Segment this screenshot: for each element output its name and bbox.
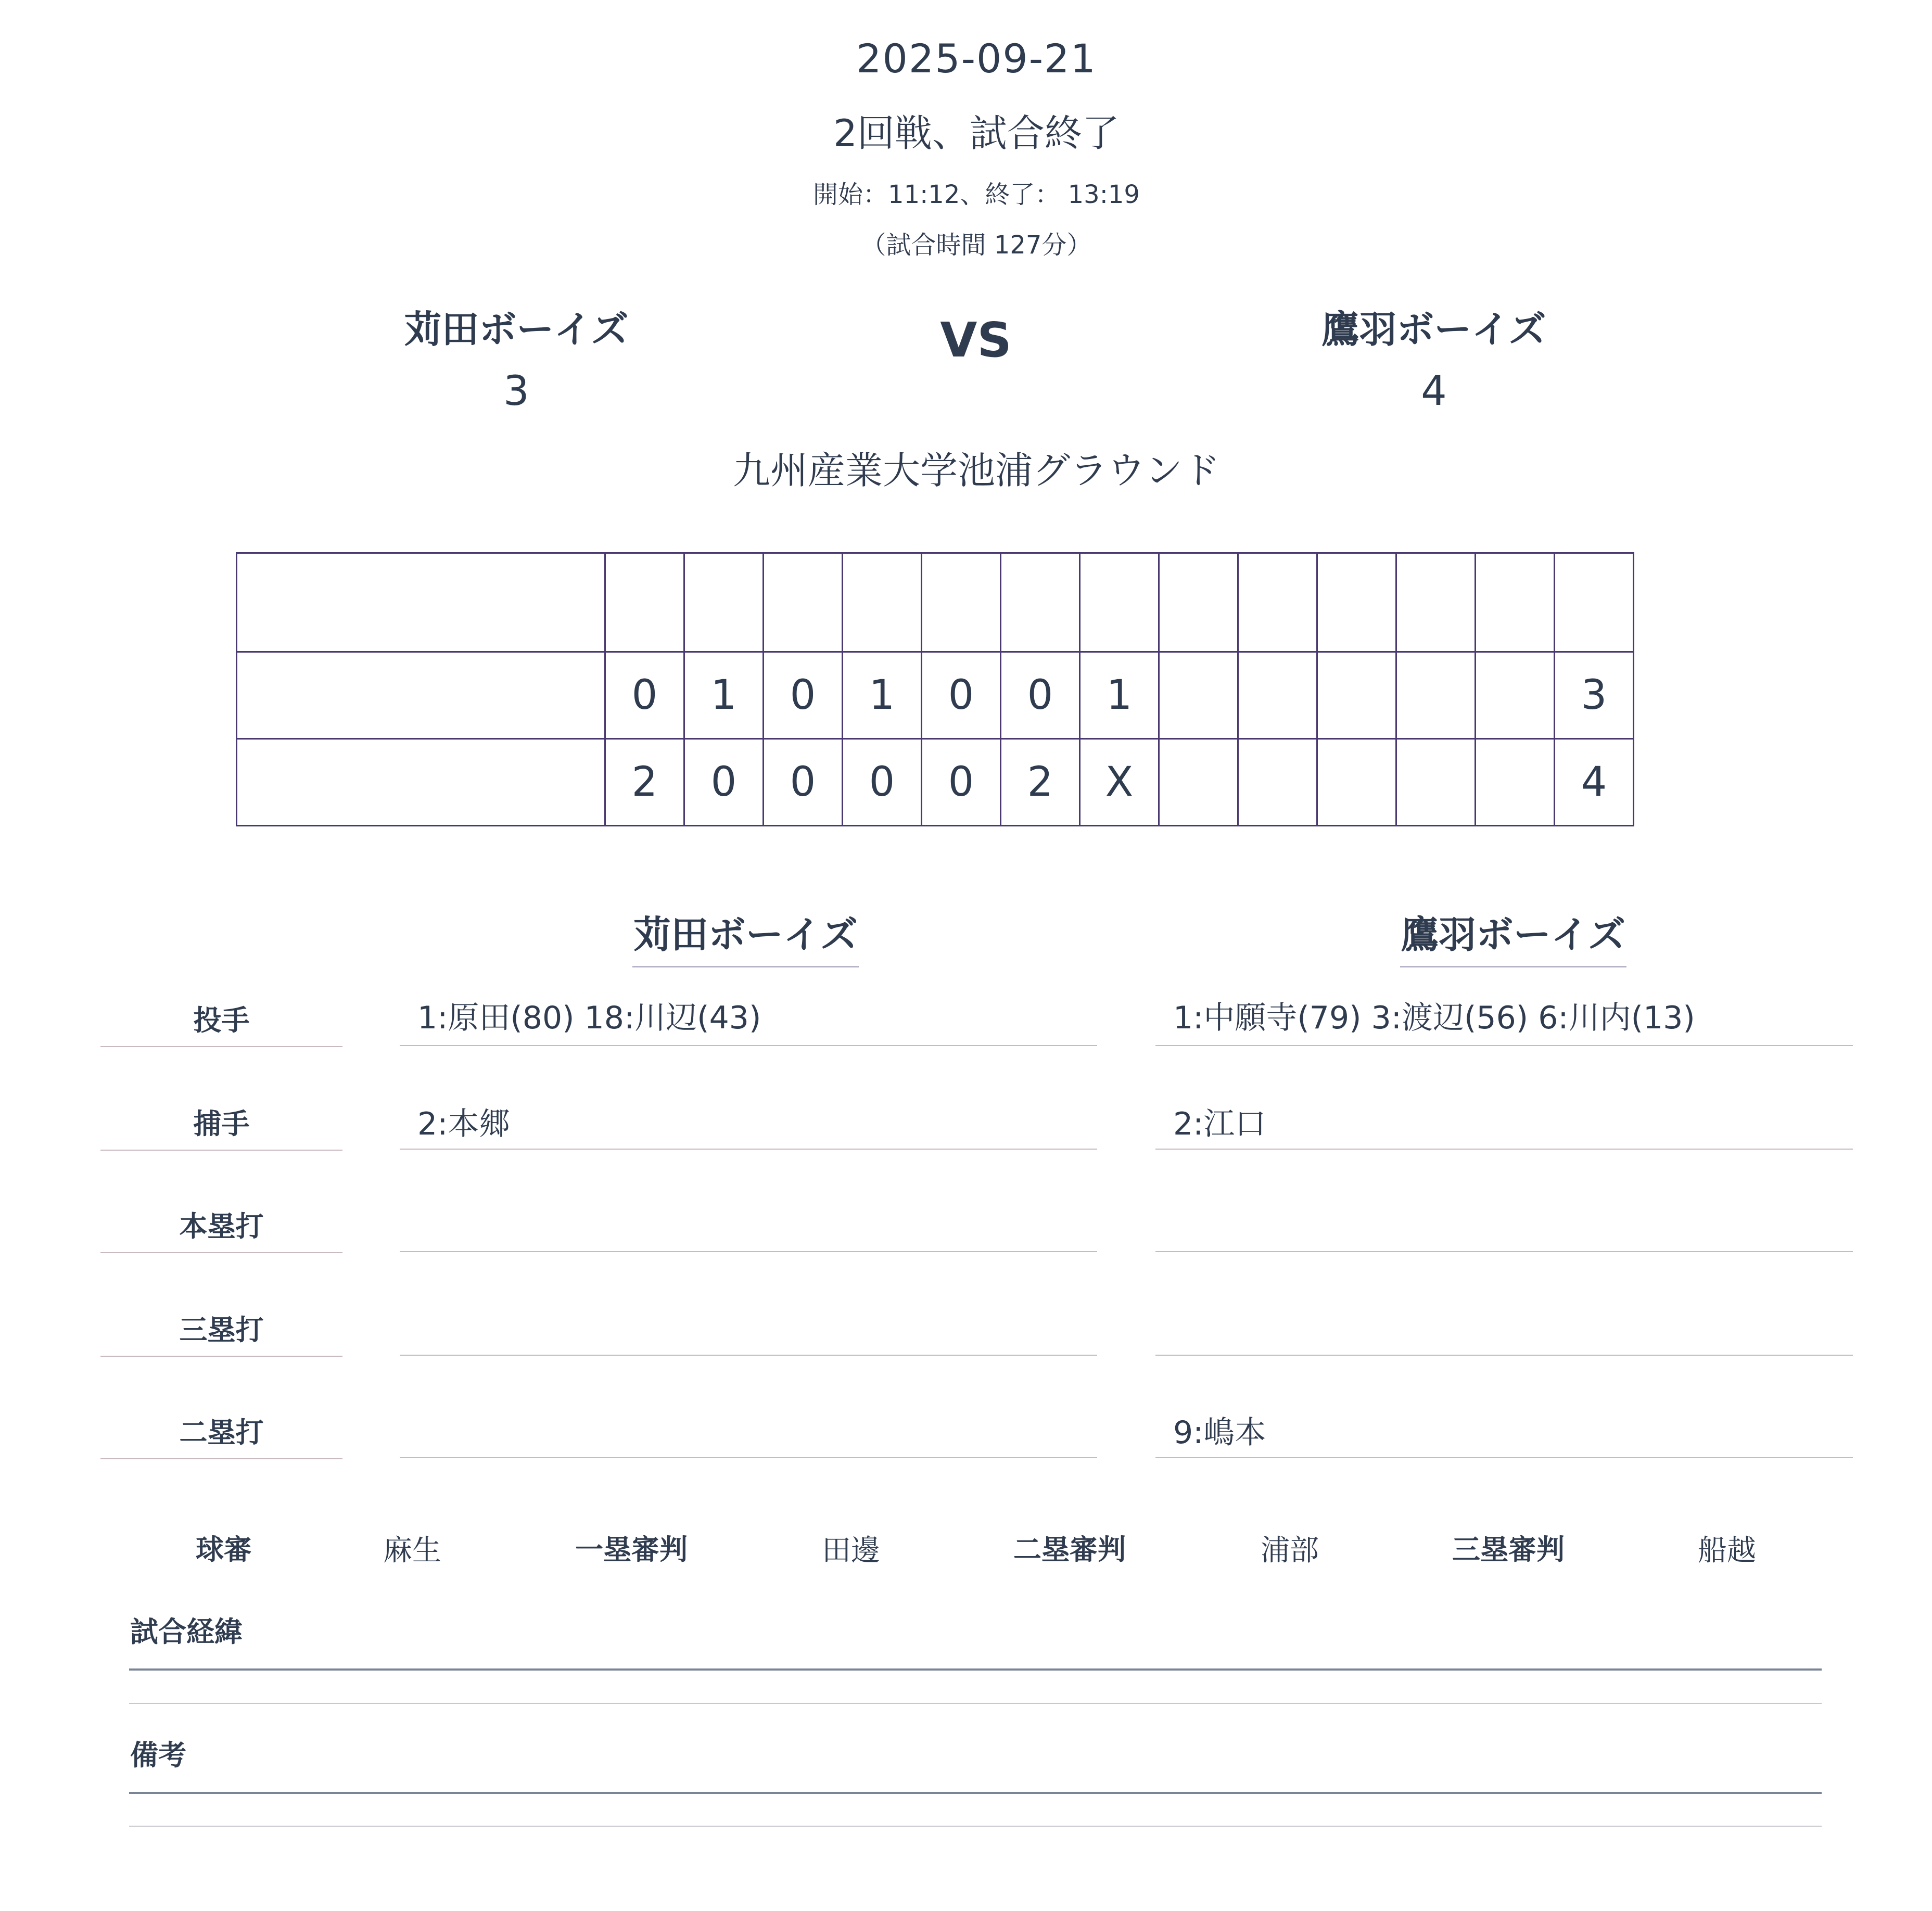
away-inning-2: 1 xyxy=(684,652,764,739)
home-inning-4: 0 xyxy=(843,739,922,826)
stat-home-pitchers: 1:中願寺(79) 3:渡辺(56) 6:川内(13) xyxy=(1155,993,1853,1046)
home-inning-9 xyxy=(1238,739,1317,826)
away-inning-4: 1 xyxy=(843,652,922,739)
first-base-umpire-label: 一塁審判 xyxy=(575,1533,688,1566)
home-inning-2: 0 xyxy=(684,739,764,826)
remarks-divider xyxy=(129,1826,1822,1827)
stat-label-triples: 三塁打 xyxy=(100,1308,342,1357)
away-line-name xyxy=(237,652,605,739)
line-score-table xyxy=(236,552,1634,826)
home-inning-8 xyxy=(1159,739,1238,826)
home-inning-5: 0 xyxy=(922,739,1001,826)
away-inning-11 xyxy=(1396,652,1476,739)
home-inning-3: 0 xyxy=(764,739,843,826)
stat-label-pitchers: 投手 xyxy=(100,998,342,1047)
away-inning-6: 0 xyxy=(1001,652,1080,739)
round-status: 2回戦、試合終了 xyxy=(833,111,1120,155)
header-inning-2 xyxy=(684,553,764,652)
home-inning-7: X xyxy=(1080,739,1159,826)
away-inning-9 xyxy=(1238,652,1317,739)
stat-label-doubles: 二塁打 xyxy=(100,1410,342,1459)
stats-home-team-header: 鷹羽ボーイズ xyxy=(1400,904,1626,967)
stat-away-pitchers: 1:原田(80) 18:川辺(43) xyxy=(400,993,1097,1046)
remarks-label: 備考 xyxy=(130,1739,186,1772)
stat-away-catchers: 2:本郷 xyxy=(400,1099,1097,1150)
away-team-score: 3 xyxy=(503,368,529,415)
home-total: 4 xyxy=(1555,739,1634,826)
stat-home-triples xyxy=(1155,1308,1853,1356)
game-summary-underline xyxy=(129,1668,1822,1671)
away-line-row xyxy=(237,652,1634,739)
plate-umpire-label: 球審 xyxy=(196,1533,252,1566)
stat-home-home-runs xyxy=(1155,1204,1853,1252)
header-inning-4 xyxy=(843,553,922,652)
header-inning-11 xyxy=(1396,553,1476,652)
away-inning-1: 0 xyxy=(605,652,684,739)
away-team-name: 苅田ボーイズ xyxy=(404,308,629,351)
game-summary-label: 試合経緯 xyxy=(130,1615,243,1648)
header-inning-5 xyxy=(922,553,1001,652)
line-score-header-row xyxy=(237,553,1634,652)
header-inning-3 xyxy=(764,553,843,652)
stats-away-team-header: 苅田ボーイズ xyxy=(632,904,859,967)
home-inning-10 xyxy=(1317,739,1396,826)
home-inning-1: 2 xyxy=(605,739,684,826)
second-base-umpire-label: 二塁審判 xyxy=(1013,1533,1126,1566)
second-base-umpire-name: 浦部 xyxy=(1261,1534,1319,1568)
header-total xyxy=(1555,553,1634,652)
header-inning-10 xyxy=(1317,553,1396,652)
home-line-row xyxy=(237,739,1634,826)
stat-away-doubles xyxy=(400,1408,1097,1458)
home-inning-6: 2 xyxy=(1001,739,1080,826)
first-base-umpire-name: 田邊 xyxy=(822,1534,880,1568)
header-inning-6 xyxy=(1001,553,1080,652)
header-inning-1 xyxy=(605,553,684,652)
venue: 九州産業大学池浦グラウンド xyxy=(732,449,1220,492)
plate-umpire-name: 麻生 xyxy=(383,1534,441,1568)
away-inning-7: 1 xyxy=(1080,652,1159,739)
stat-away-triples xyxy=(400,1308,1097,1356)
stat-label-catchers: 捕手 xyxy=(100,1102,342,1151)
away-total: 3 xyxy=(1555,652,1634,739)
home-team-score: 4 xyxy=(1421,368,1447,415)
game-times: 開始：11:12、終了： 13:19 xyxy=(813,180,1140,209)
home-inning-11 xyxy=(1396,739,1476,826)
third-base-umpire-name: 船越 xyxy=(1698,1534,1756,1568)
header-inning-9 xyxy=(1238,553,1317,652)
away-inning-12 xyxy=(1476,652,1555,739)
stat-away-home-runs xyxy=(400,1204,1097,1252)
home-team-name: 鷹羽ボーイズ xyxy=(1321,308,1546,351)
header-inning-12 xyxy=(1476,553,1555,652)
header-inning-8 xyxy=(1159,553,1238,652)
stat-home-catchers: 2:江口 xyxy=(1155,1099,1853,1150)
third-base-umpire-label: 三塁審判 xyxy=(1452,1533,1565,1566)
away-inning-3: 0 xyxy=(764,652,843,739)
away-inning-10 xyxy=(1317,652,1396,739)
game-duration: （試合時間 127分） xyxy=(861,231,1092,260)
remarks-underline xyxy=(129,1792,1822,1794)
stat-label-home-runs: 本塁打 xyxy=(100,1204,342,1253)
header-inning-7 xyxy=(1080,553,1159,652)
home-line-name xyxy=(237,739,605,826)
away-inning-8 xyxy=(1159,652,1238,739)
game-date: 2025-09-21 xyxy=(856,35,1097,82)
game-summary-divider xyxy=(129,1703,1822,1704)
stat-home-doubles: 9:嶋本 xyxy=(1155,1408,1853,1458)
away-inning-5: 0 xyxy=(922,652,1001,739)
home-inning-12 xyxy=(1476,739,1555,826)
header-team-cell xyxy=(237,553,605,652)
vs-label: VS xyxy=(940,312,1012,368)
